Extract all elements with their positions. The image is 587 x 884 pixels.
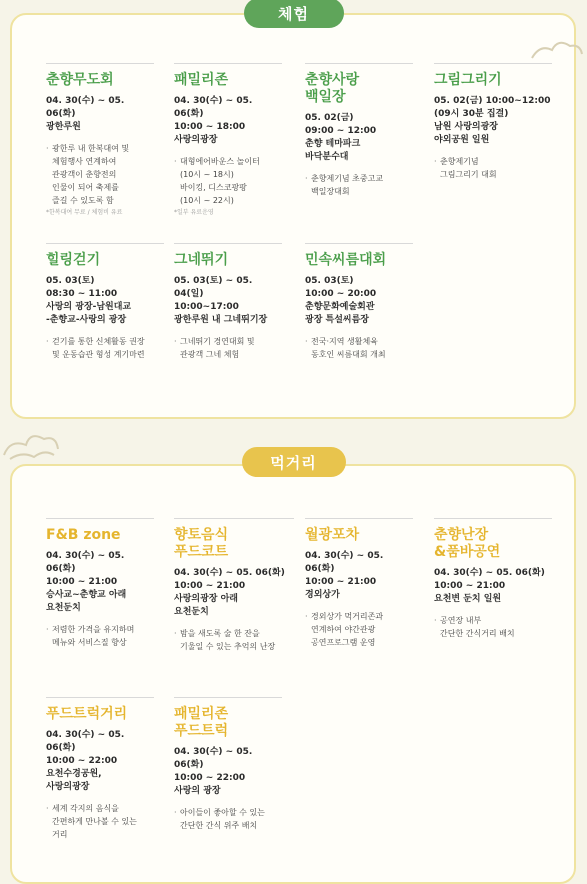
card-family-food-truck (174, 697, 282, 832)
card-info: 04. 30(수) ~ 05. 06(화) 10:00 ~ 18:00 사랑의광장 (174, 96, 253, 145)
card-local-food-court (174, 518, 294, 653)
card-info: 04. 30(수) ~ 05. 06(화) 광한루원 (46, 96, 125, 132)
card-title: 민속씨름대회 (305, 252, 387, 268)
card-info: 04. 30(수) ~ 05. 06(화) 10:00 ~ 22:00 사랑의 광장 (174, 747, 253, 796)
experience-header: 체험 (244, 0, 344, 28)
card-note: *한복대여 무료 / 체험비 유료 (46, 209, 123, 216)
card-info: 05. 03(토) 08:30 ~ 11:00 사랑의 광장-남원대교 -춘향교-사랑의 광장 (46, 276, 132, 325)
card-title: 춘향난장 &품바공연 (434, 527, 501, 560)
card-title: 춘향무도회 (46, 72, 114, 88)
card-title: F&B zone (46, 527, 121, 543)
card-info: 04. 30(수) ~ 05. 06(화) 10:00 ~ 21:00 경외상가 (305, 551, 384, 600)
card-desc: · 경외상가 먹거리존과 연계하여 야간관광 공연프로그램 운영 (305, 610, 413, 649)
card-desc: · 춘향제기념 초중고교 백일장대회 (305, 172, 413, 198)
card-healing-walk (46, 243, 164, 361)
card-desc: · 전국·지역 생활체육 동호인 씨름대회 개최 (305, 335, 413, 361)
card-desc: · 그네뛰기 경연대회 및 관광객 그네 체험 (174, 335, 282, 361)
card-desc: · 걷기를 통한 신체활동 권장 및 운동습관 형성 계기마련 (46, 335, 164, 361)
card-drawing (434, 63, 552, 181)
card-title: 패밀리존 푸드트럭 (174, 706, 229, 739)
card-baekiljang (305, 63, 413, 198)
card-title: 그림그리기 (434, 72, 502, 88)
card-desc: · 광한루 내 한복대여 및 체험행사 연계하여 관광객이 춘향전의 인물이 되어 축제를 즐길 수 있도록 함 (46, 142, 154, 207)
card-desc: · 세계 각지의 음식을 간편하게 만나볼 수 있는 거리 (46, 802, 154, 841)
card-title: 패밀리존 (174, 72, 229, 88)
cloud-ornament-icon (0, 425, 64, 467)
card-info: 04. 30(수) ~ 05. 06(화) 10:00 ~ 21:00 요천변 둔치 일원 (434, 568, 545, 604)
card-title: 그네뛰기 (174, 252, 229, 268)
card-nanjang-pumba (434, 518, 552, 640)
card-wolgwang-pocha (305, 518, 413, 649)
card-info: 05. 03(토) 10:00 ~ 20:00 춘향문화예술회관 광장 특설씨름장 (305, 276, 377, 325)
card-desc: · 공연장 내부 간단한 간식거리 배치 (434, 614, 552, 640)
card-desc: · 춘향제기념 그림그리기 대회 (434, 155, 552, 181)
card-desc: · 아이들이 좋아할 수 있는 간단한 간식 위주 배치 (174, 806, 282, 832)
food-header: 먹거리 (242, 447, 346, 477)
card-desc: · 대형에어바운스 놀이터 (10시 ~ 18시) 바이킹, 디스코팡팡 (10시 ~ 22시) (174, 155, 282, 207)
card-title: 푸드트럭거리 (46, 706, 128, 722)
card-title: 향토음식 푸드코트 (174, 527, 229, 560)
card-note: *일부 유료운영 (174, 209, 214, 216)
card-title: 월광포차 (305, 527, 360, 543)
card-info: 04. 30(수) ~ 05. 06(화) 10:00 ~ 22:00 요천수경공원, 사랑의광장 (46, 730, 125, 792)
card-info: 05. 03(토) ~ 05. 04(일) 10:00~17:00 광한루원 내 그네뛰기장 (174, 276, 268, 325)
card-title: 춘향사랑 백일장 (305, 72, 360, 105)
card-info: 05. 02(금) 10:00~12:00 (09시 30분 집결) 남원 사랑의광장 야외공원 일원 (434, 96, 551, 145)
card-desc: · 밤을 새도록 술 한 잔을 기울일 수 있는 추억의 난장 (174, 627, 294, 653)
card-family-zone (174, 63, 282, 217)
card-info: 05. 02(금) 09:00 ~ 12:00 춘향 테마파크 바닥분수대 (305, 113, 377, 162)
card-info: 04. 30(수) ~ 05. 06(화) 10:00 ~ 21:00 사랑의광장 아래 요천둔치 (174, 568, 285, 617)
card-desc: · 저렴한 가격을 유지하며 메뉴와 서비스질 향상 (46, 623, 154, 649)
card-title: 힐링걷기 (46, 252, 101, 268)
card-chunhyang-ball (46, 63, 154, 217)
card-food-truck-street (46, 697, 154, 841)
card-ssireum (305, 243, 413, 361)
card-info: 04. 30(수) ~ 05. 06(화) 10:00 ~ 21:00 승사교~춘향교 아래 요천둔치 (46, 551, 127, 613)
card-fnb-zone (46, 518, 154, 649)
card-swing (174, 243, 282, 361)
